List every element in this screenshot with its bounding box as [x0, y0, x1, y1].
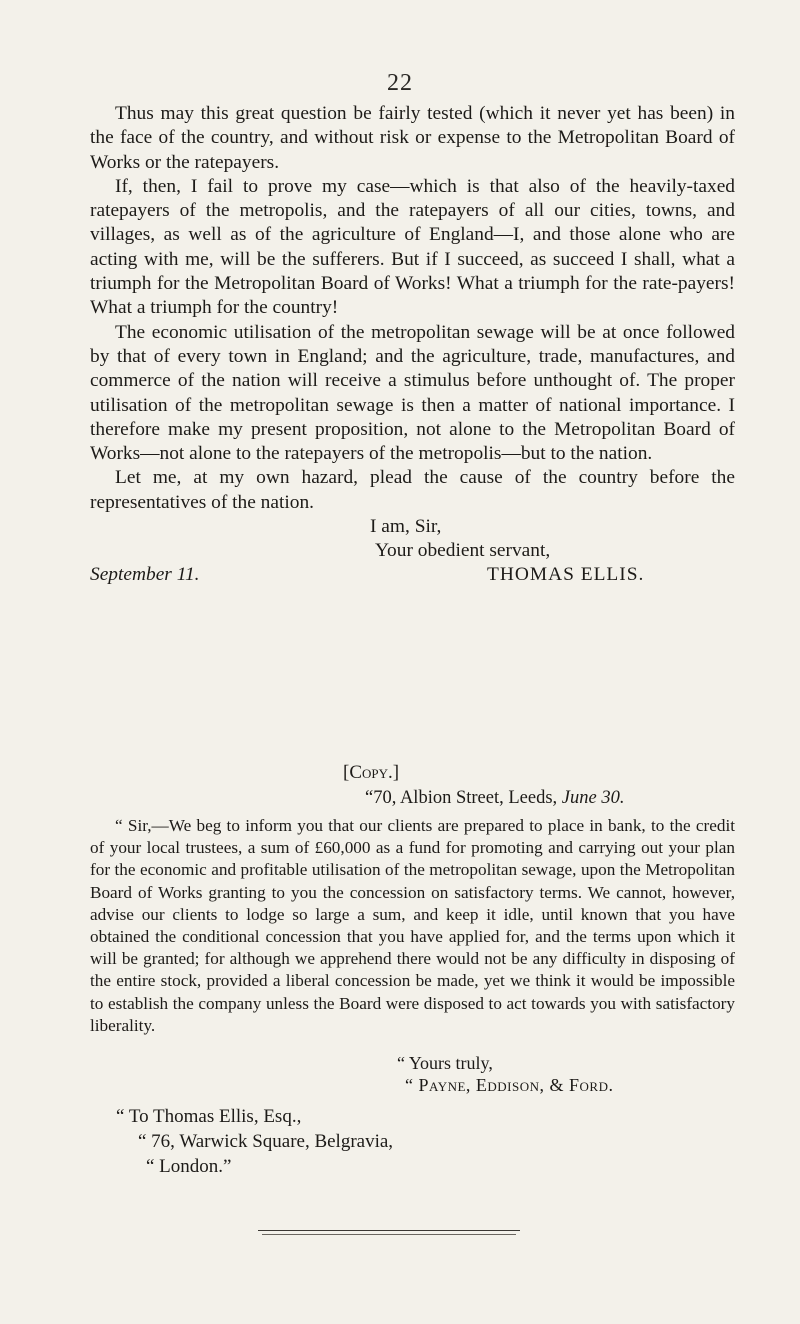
recipient-city: “ London.”: [146, 1156, 232, 1177]
sender-address: [365, 788, 624, 809]
firm-signature: “ Payne, Eddison, & Ford.: [405, 1075, 614, 1095]
sender-date: June 30.: [561, 788, 625, 808]
divider: [258, 1230, 520, 1231]
letter-date: September 11.: [90, 564, 200, 586]
sender-address-text: “70, Albion Street, Leeds,: [365, 788, 558, 808]
signature: THOMAS ELLIS.: [487, 564, 645, 586]
letter-body: [90, 102, 735, 613]
paragraph: If, then, I fail to prove my case—which is that also of the heavily-taxed ratepayers of the metropolis, and the ratepayers of all our cities, towns, and villages, as well as of the agriculture of England—I, and those alone who are acting with me, will be the sufferers. But if I succeed, as succeed I shall, what a triumph for the Metropolitan Board of Works! What a triumph for the rate-payers! What a triumph for the country!: [90, 175, 735, 319]
divider: [262, 1234, 516, 1235]
letter-closing: [90, 515, 735, 613]
recipient-street: “ 76, Warwick Square, Belgravia,: [138, 1131, 394, 1152]
page-number: 22: [387, 70, 413, 96]
closing-salutation: I am, Sir,: [370, 516, 442, 538]
closing-yours: “ Yours truly,: [397, 1053, 493, 1073]
copy-heading: [Copy.]: [343, 762, 400, 783]
paragraph: Thus may this great question be fairly tested (which it never yet has been) in the face of the country, and without risk or expense to the Metropolitan Board of Works or the ratepayers.: [90, 103, 735, 173]
paragraph: The economic utilisation of the metropolitan sewage will be at once followed by that of every town in England; and the agriculture, trade, manufactures, and commerce of the nation will receive a stimulus before unthought of. The proper utilisation of the metropolitan sewage is then a matter of national importance. I therefore make my present proposition, not alone to the Metropolitan Board of Works—not alone to the ratepayers of the metropolis—but to the nation.: [90, 321, 735, 465]
closing-servant: Your obedient servant,: [375, 540, 551, 562]
copied-letter-body: [90, 815, 735, 1037]
recipient-name: “ To Thomas Ellis, Esq.,: [116, 1106, 302, 1127]
paragraph: “ Sir,—We beg to inform you that our clients are prepared to place in bank, to the credit of your local trustees, a sum of £60,000 as a fund for promoting and carrying out your plan for the economic and profitable utilisation of the metropolitan sewage, upon the Metropolitan Board of Works granting to you the concession on satisfactory terms. We cannot, however, advise our clients to lodge so large a sum, and keep it idle, until known that you have obtained the conditional concession that you have applied for, and the terms upon which it will be granted; for although we apprehend there would not be any difficulty in disposing of the entire stock, provided a liberal concession be made, yet we think it would be impossible to establish the company unless the Board were disposed to act towards you with satisfactory liberality.: [90, 816, 735, 1035]
paragraph: Let me, at my own hazard, plead the cause of the country before the representatives of the nation.: [90, 467, 735, 513]
